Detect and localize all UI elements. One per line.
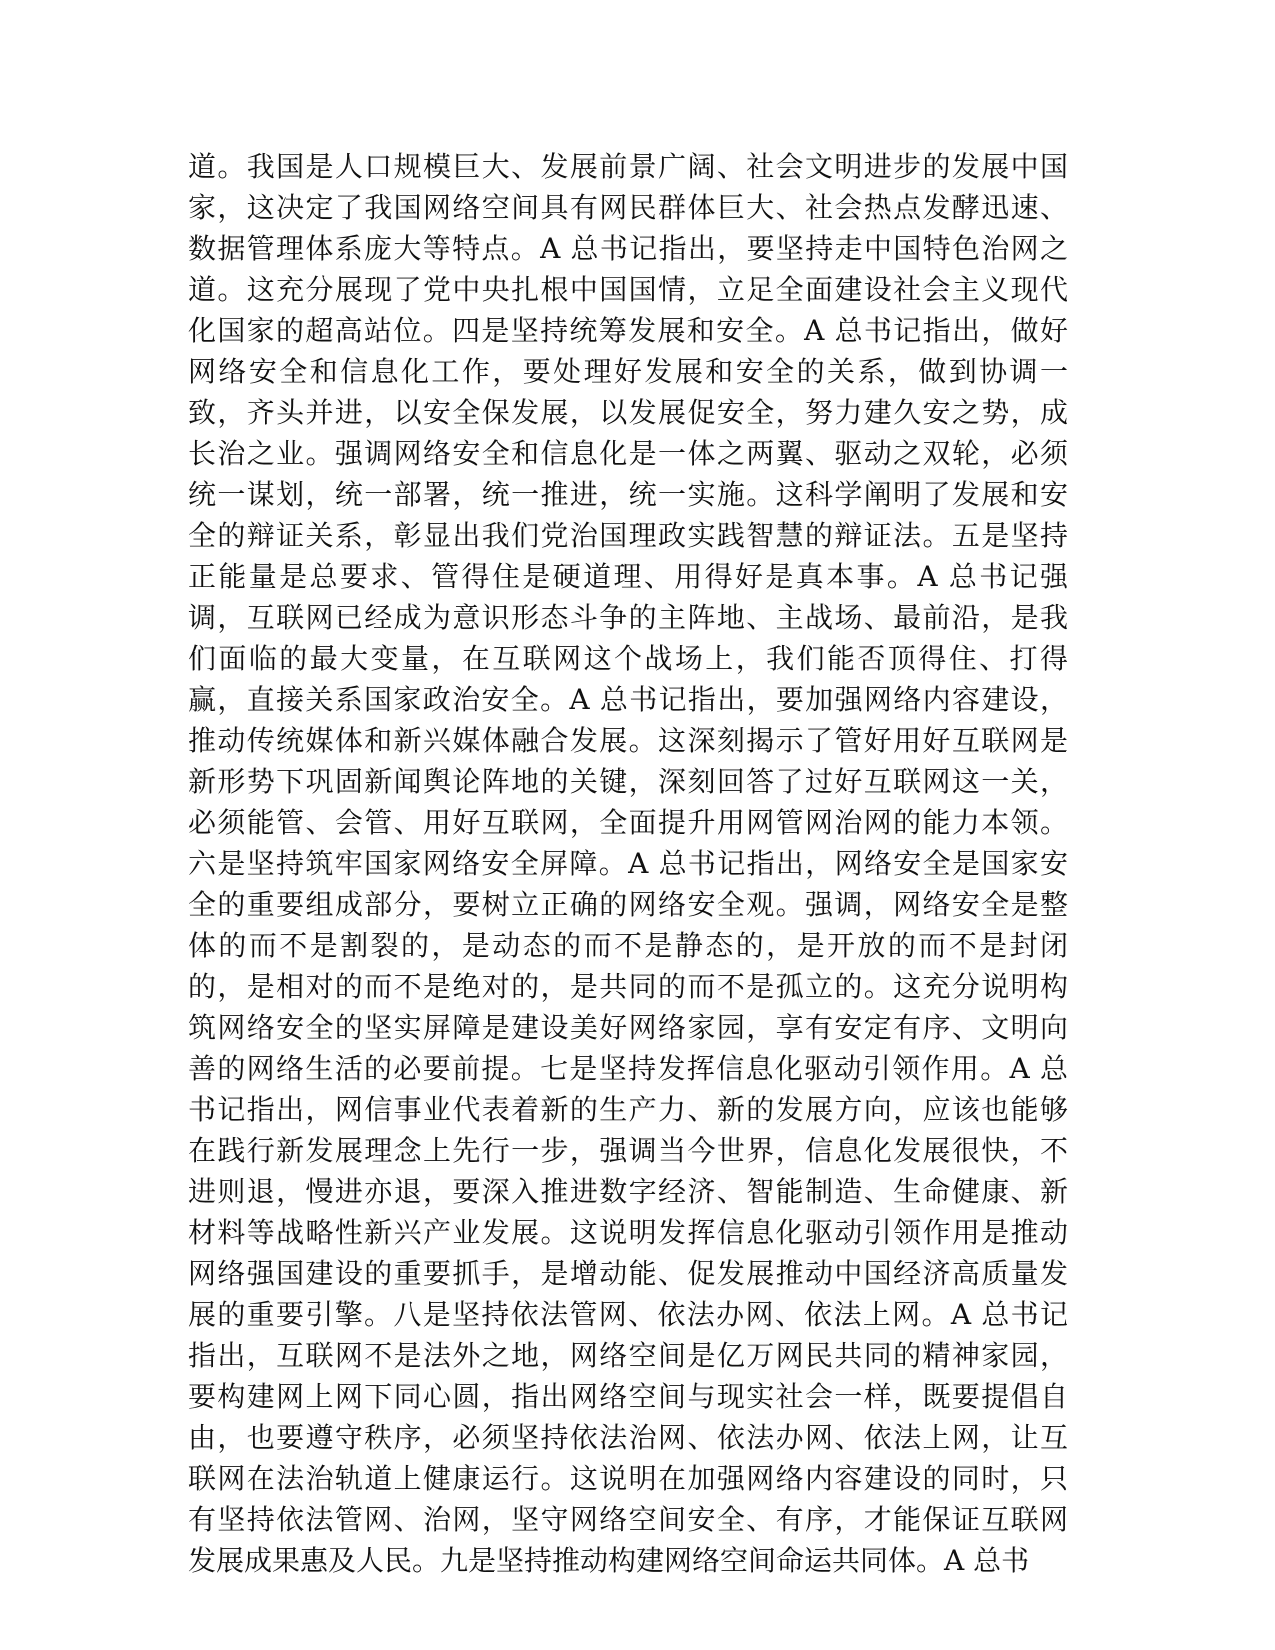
text-line: 数据管理体系庞大等特点。A 总书记指出，要坚持走中国特色治网之 (188, 232, 1068, 265)
text-line: 进则退，慢进亦退，要深入推进数字经济、智能制造、生命健康、新 (188, 1175, 1068, 1208)
text-line: 长治之业。强调网络安全和信息化是一体之两翼、驱动之双轮，必须 (188, 437, 1068, 470)
text-line: 由，也要遵守秩序，必须坚持依法治网、依法办网、依法上网，让互 (188, 1421, 1068, 1454)
text-line: 致，齐头并进，以安全保发展，以发展促安全，努力建久安之势，成 (188, 396, 1068, 429)
text-line: 正能量是总要求、管得住是硬道理、用得好是真本事。A 总书记强 (188, 560, 1068, 593)
text-line: 在践行新发展理念上先行一步，强调当今世界，信息化发展很快，不 (188, 1134, 1068, 1167)
text-line: 们面临的最大变量，在互联网这个战场上，我们能否顶得住、打得 (188, 642, 1068, 675)
text-line: 材料等战略性新兴产业发展。这说明发挥信息化驱动引领作用是推动 (188, 1216, 1068, 1249)
text-line: 调，互联网已经成为意识形态斗争的主阵地、主战场、最前沿，是我 (188, 601, 1068, 634)
text-line: 联网在法治轨道上健康运行。这说明在加强网络内容建设的同时，只 (188, 1462, 1068, 1495)
text-line: 要构建网上网下同心圆，指出网络空间与现实社会一样，既要提倡自 (188, 1380, 1068, 1413)
text-line: 家，这决定了我国网络空间具有网民群体巨大、社会热点发酵迅速、 (188, 191, 1068, 224)
text-line: 统一谋划，统一部署，统一推进，统一实施。这科学阐明了发展和安 (188, 478, 1068, 511)
text-line: 网络强国建设的重要抓手，是增动能、促发展推动中国经济高质量发 (188, 1257, 1068, 1290)
text-line: 化国家的超高站位。四是坚持统筹发展和安全。A 总书记指出，做好 (188, 314, 1068, 347)
text-line: 全的辩证关系，彰显出我们党治国理政实践智慧的辩证法。五是坚持 (188, 519, 1068, 552)
text-line: 六是坚持筑牢国家网络安全屏障。A 总书记指出，网络安全是国家安 (188, 847, 1068, 880)
body-text (188, 146, 1068, 1581)
text-line: 推动传统媒体和新兴媒体融合发展。这深刻揭示了管好用好互联网是 (188, 724, 1068, 757)
text-line: 新形势下巩固新闻舆论阵地的关键，深刻回答了过好互联网这一关， (188, 765, 1068, 798)
text-line: 道。我国是人口规模巨大、发展前景广阔、社会文明进步的发展中国 (188, 150, 1068, 183)
text-line: 全的重要组成部分，要树立正确的网络安全观。强调，网络安全是整 (188, 888, 1068, 921)
text-line: 赢，直接关系国家政治安全。A 总书记指出，要加强网络内容建设， (188, 683, 1068, 716)
text-line: 展的重要引擎。八是坚持依法管网、依法办网、依法上网。A 总书记 (188, 1298, 1068, 1331)
text-line: 的，是相对的而不是绝对的，是共同的而不是孤立的。这充分说明构 (188, 970, 1068, 1003)
text-line: 有坚持依法管网、治网，坚守网络空间安全、有序，才能保证互联网 (188, 1503, 1068, 1536)
text-line: 书记指出，网信事业代表着新的生产力、新的发展方向，应该也能够 (188, 1093, 1068, 1126)
text-line: 网络安全和信息化工作，要处理好发展和安全的关系，做到协调一 (188, 355, 1068, 388)
text-line: 筑网络安全的坚实屏障是建设美好网络家园，享有安定有序、文明向 (188, 1011, 1068, 1044)
text-line: 道。这充分展现了党中央扎根中国国情，立足全面建设社会主义现代 (188, 273, 1068, 306)
text-line: 指出，互联网不是法外之地，网络空间是亿万网民共同的精神家园， (188, 1339, 1068, 1372)
text-line: 发展成果惠及人民。九是坚持推动构建网络空间命运共同体。A 总书 (188, 1544, 1030, 1577)
text-line: 必须能管、会管、用好互联网，全面提升用网管网治网的能力本领。 (188, 806, 1068, 839)
text-line: 善的网络生活的必要前提。七是坚持发挥信息化驱动引领作用。A 总 (188, 1052, 1068, 1085)
text-line: 体的而不是割裂的，是动态的而不是静态的，是开放的而不是封闭 (188, 929, 1068, 962)
